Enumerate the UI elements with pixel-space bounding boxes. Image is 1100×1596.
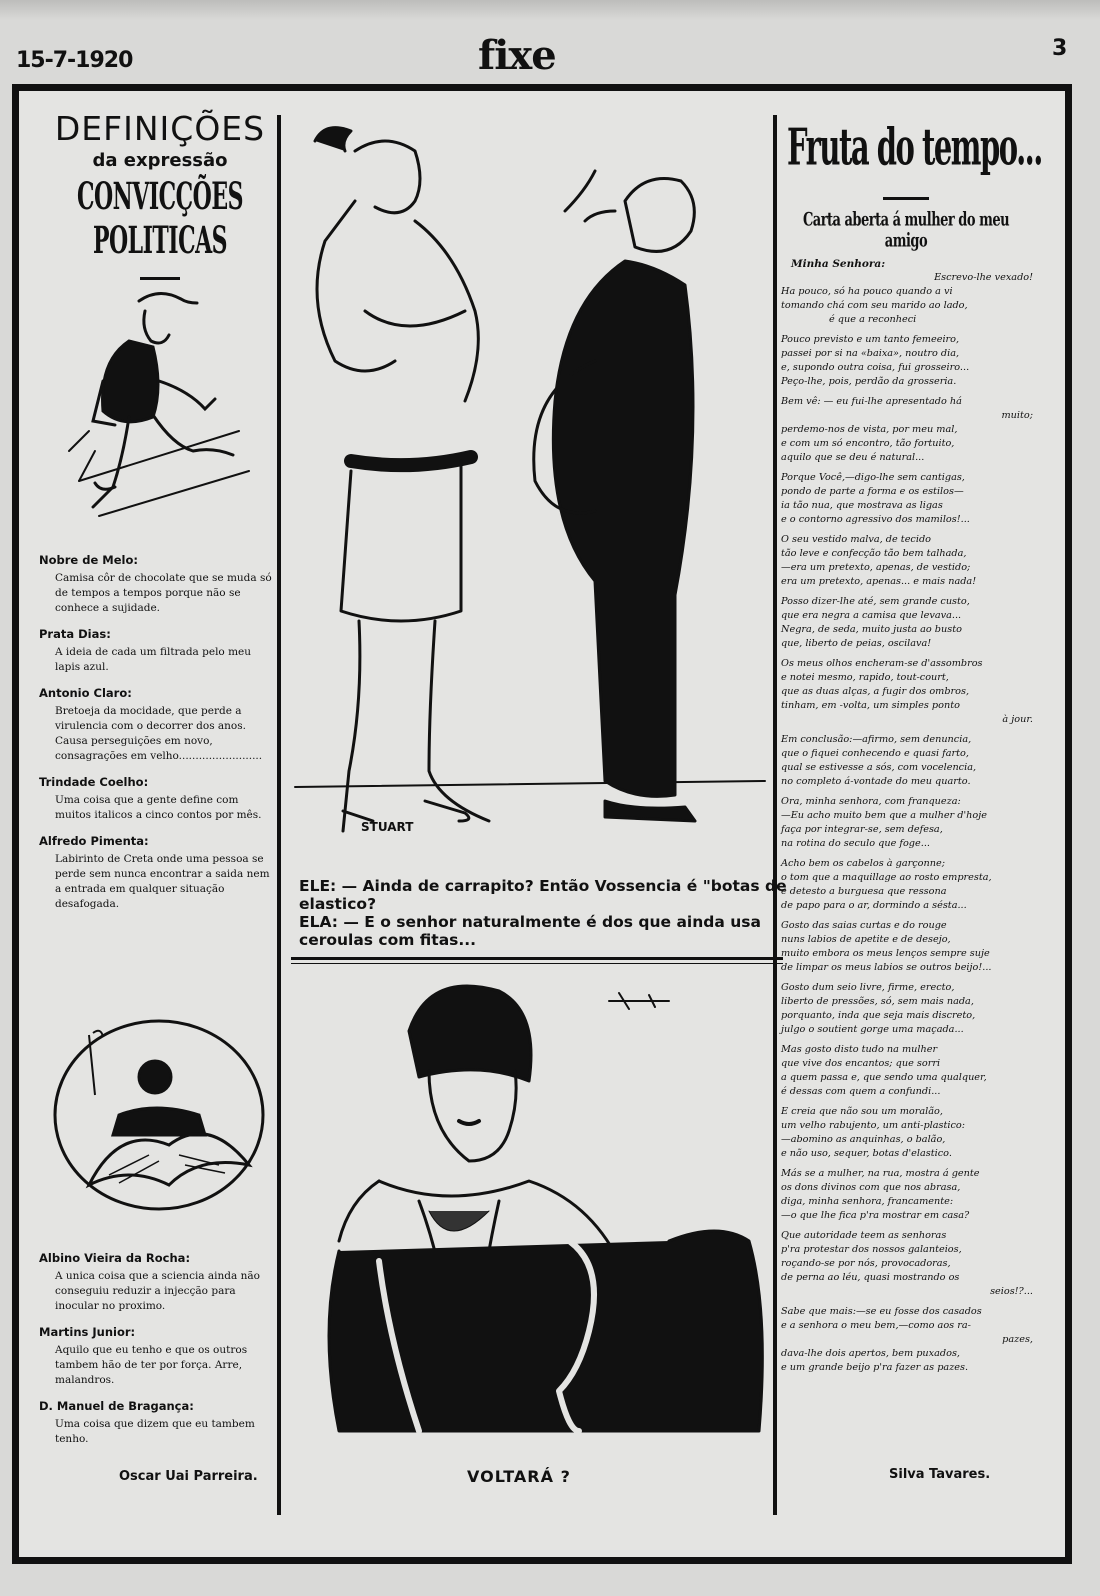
poem-line: de papo para o ar, dormindo a sésta... <box>781 900 967 911</box>
poem-line: que o fiquei conhecendo e quasi farto, <box>781 748 969 759</box>
voltara-caption: VOLTARÁ ? <box>467 1467 571 1486</box>
poem-line: liberto de pressões, só, sem mais nada, <box>781 996 974 1007</box>
definition-item <box>39 834 277 912</box>
poem-line: pazes, <box>1002 1334 1033 1345</box>
poem-line: diga, minha senhora, francamente: <box>781 1196 954 1207</box>
poem-line: e notei mesmo, rapido, tout-court, <box>781 672 949 683</box>
poem-line: seios!?... <box>990 1286 1033 1297</box>
poem-stanza <box>781 1105 1033 1161</box>
section-divider-thin <box>291 963 783 964</box>
poem-line: —abomino as anquinhas, o balão, <box>781 1134 946 1145</box>
poem-line: Más se a mulher, na rua, mostra á gente <box>781 1168 980 1179</box>
poem-line: Peço-lhe, pois, perdão da grosseria. <box>781 376 957 387</box>
poem-line: é dessas com quem a confundi... <box>781 1086 941 1097</box>
definition-text: Uma coisa que dizem que eu tambem tenho. <box>55 1418 255 1445</box>
reading-woman-vignette <box>49 1015 269 1215</box>
poem-line: qual se estivesse a sós, com vocelencia, <box>781 762 977 773</box>
poem-line: na rotina do seculo que foge... <box>781 838 930 849</box>
poem-stanza <box>781 1043 1033 1099</box>
poem-line: tão leve e confecção tão bem talhada, <box>781 548 967 559</box>
poem-line: Ha pouco, só ha pouco quando a vi <box>781 286 953 297</box>
definition-item <box>39 553 277 616</box>
definition-text: Bretoeja da mocidade, que perde a virulencia com o decorrer dos anos. Causa perseguições em novo, consagrações em velho......................... <box>55 705 263 762</box>
poem-line: Escrevo-lhe vexado! <box>934 272 1033 283</box>
definition-item <box>39 1399 277 1447</box>
poem-line: à jour. <box>1002 714 1033 725</box>
definition-text: Aquilo que eu tenho e que os outros tambem hão de ter por força. Arre, malandros. <box>55 1344 248 1386</box>
poem-line: Bem vê: — eu fui-lhe apresentado há <box>781 396 962 407</box>
poem-line: que, liberto de peias, oscilava! <box>781 638 932 649</box>
poem-stanza <box>781 919 1033 975</box>
definition-name: Albino Vieira da Rocha: <box>39 1251 191 1265</box>
poem-stanza <box>781 271 1033 327</box>
poem-line: —era um pretexto, apenas, de vestido; <box>781 562 971 573</box>
poem-stanza <box>781 471 1033 527</box>
poem-line: Acho bem os cabelos à garçonne; <box>781 858 945 869</box>
poem-line: nuns labios de apetite e de desejo, <box>781 934 951 945</box>
page-frame <box>12 84 1072 1564</box>
poem-stanza <box>781 657 1033 727</box>
poem-line: Pouco previsto e um tanto femeeiro, <box>781 334 960 345</box>
artist-signature: STUART <box>361 820 414 834</box>
poem-stanza <box>781 333 1033 389</box>
issue-date: 15-7-1920 <box>16 48 133 73</box>
poem-line: E creia que não sou um moralão, <box>781 1106 943 1117</box>
poem-line: e com um só encontro, tão fortuito, <box>781 438 955 449</box>
poem-body <box>781 271 1033 1381</box>
poem-stanza <box>781 533 1033 589</box>
page-header <box>0 28 1100 80</box>
poem-line: e detesto a burguesa que ressona <box>781 886 947 897</box>
poem-line: a quem passa e, que sendo uma qualquer, <box>781 1072 987 1083</box>
fruta-salutation: Minha Senhora: <box>791 258 886 270</box>
poem-line: p'ra protestar dos nossos galanteios, <box>781 1244 962 1255</box>
poem-line: e não uso, sequer, botas d'elastico. <box>781 1148 952 1159</box>
definition-item <box>39 775 277 823</box>
definition-text: A unica coisa que a sciencia ainda não conseguiu reduzir a injecção para inocular no proximo. <box>55 1270 260 1312</box>
definition-name: Trindade Coelho: <box>39 775 149 789</box>
definicoes-list-continued <box>39 1251 277 1458</box>
poem-stanza <box>781 1229 1033 1299</box>
poem-line: julgo o soutient gorge uma maçada... <box>781 1024 964 1035</box>
poem-line: Negra, de seda, muito justa ao busto <box>781 624 962 635</box>
poem-line: e, supondo outra coisa, fui grosseiro... <box>781 362 970 373</box>
poem-line: tinham, em -volta, um simples ponto <box>781 700 960 711</box>
poem-line: no completo á-vontade do meu quarto. <box>781 776 971 787</box>
poem-line: Sabe que mais:—se eu fosse dos casados <box>781 1306 982 1317</box>
definition-item <box>39 1325 277 1388</box>
definition-item <box>39 627 277 675</box>
poem-stanza <box>781 733 1033 789</box>
definition-name: Nobre de Melo: <box>39 553 138 567</box>
boy-illustration <box>59 281 259 531</box>
definicoes-heading: CONVICÇÕES POLITICAS <box>77 174 243 264</box>
poem-line: é que a reconheci <box>829 314 917 325</box>
poem-line: era um pretexto, apenas... e mais nada! <box>781 576 977 587</box>
definition-item <box>39 686 277 764</box>
poem-stanza <box>781 795 1033 851</box>
column-rule-left <box>277 115 281 1515</box>
poem-line: o tom que a maquillage ao rosto empresta, <box>781 872 992 883</box>
poem-line: Em conclusão:—afirmo, sem denuncia, <box>781 734 972 745</box>
poem-stanza <box>781 1167 1033 1223</box>
masthead-logo: fixe <box>478 32 556 79</box>
poem-line: O seu vestido malva, de tecido <box>781 534 931 545</box>
poem-line: e a senhora o meu bem,—como aos ra- <box>781 1320 971 1331</box>
definicoes-header <box>35 109 285 280</box>
scan-edge <box>0 0 1100 20</box>
poem-line: de limpar os meus labios se outros beijo!... <box>781 962 992 973</box>
poem-line: aquilo que se deu é natural... <box>781 452 925 463</box>
section-divider <box>291 957 783 960</box>
poem-line: um velho rabujento, um anti-plastico: <box>781 1120 966 1131</box>
definition-item <box>39 1251 277 1314</box>
divider <box>140 277 180 280</box>
fruta-header <box>781 117 1042 270</box>
poem-stanza <box>781 395 1033 465</box>
poem-line: Mas gosto disto tudo na mulher <box>781 1044 938 1055</box>
poem-line: e o contorno agressivo dos mamilos!... <box>781 514 970 525</box>
poem-line: ia tão nua, que mostrava as ligas <box>781 500 943 511</box>
poem-line: roçando-se por nós, provocadoras, <box>781 1258 951 1269</box>
poem-line: Posso dizer-lhe até, sem grande custo, <box>781 596 970 607</box>
poem-line: e um grande beijo p'ra fazer as pazes. <box>781 1362 969 1373</box>
definition-text: A ideia de cada um filtrada pelo meu lapis azul. <box>55 646 252 673</box>
poem-line: Que autoridade teem as senhoras <box>781 1230 947 1241</box>
definition-name: Prata Dias: <box>39 627 111 641</box>
definition-text: Camisa côr de chocolate que se muda só de tempos a tempos porque não se conhece a sujidade. <box>55 572 272 614</box>
poem-stanza <box>781 981 1033 1037</box>
poem-line: os dons divinos com que nos abrasa, <box>781 1182 961 1193</box>
poem-line: —o que lhe fica p'ra mostrar em casa? <box>781 1210 970 1221</box>
poem-line: Os meus olhos encheram-se d'assombros <box>781 658 983 669</box>
caption-line-ele: ELE: — Ainda de carrapito? Então Vossencia é "botas de elastico? <box>299 877 787 913</box>
poem-stanza <box>781 595 1033 651</box>
divider <box>883 197 929 200</box>
cloche-woman-illustration <box>319 971 769 1451</box>
definicoes-title: DEFINIÇÕES <box>54 109 266 148</box>
fruta-author: Silva Tavares. <box>889 1467 991 1482</box>
poem-line: que era negra a camisa que levava... <box>781 610 962 621</box>
poem-stanza <box>781 857 1033 913</box>
definition-name: Alfredo Pimenta: <box>39 834 149 848</box>
poem-line: Gosto das saias curtas e do rouge <box>781 920 947 931</box>
poem-line: dava-lhe dois apertos, bem puxados, <box>781 1348 960 1359</box>
definicoes-author: Oscar Uai Parreira. <box>119 1469 258 1484</box>
definicoes-list <box>39 553 277 923</box>
poem-line: Gosto dum seio livre, firme, erecto, <box>781 982 955 993</box>
poem-line: —Eu acho muito bem que a mulher d'hoje <box>781 810 987 821</box>
definition-text: Uma coisa que a gente define com muitos italicos a cinco contos por mês. <box>55 794 262 821</box>
fruta-title: Fruta do tempo... <box>787 117 1042 177</box>
poem-line: perdemo-nos de vista, por meu mal, <box>781 424 958 435</box>
poem-line: passei por si na «baixa», noutro dia, <box>781 348 960 359</box>
poem-line: que as duas alças, a fugir dos ombros, <box>781 686 970 697</box>
definition-name: D. Manuel de Bragança: <box>39 1399 194 1413</box>
poem-line: faça por integrar-se, sem defesa, <box>781 824 943 835</box>
page-number: 3 <box>1052 36 1068 61</box>
poem-line: Ora, minha senhora, com franqueza: <box>781 796 961 807</box>
poem-stanza <box>781 1305 1033 1375</box>
poem-line: porquanto, inda que seja mais discreto, <box>781 1010 976 1021</box>
fruta-subtitle: Carta aberta á mulher do meu amigo <box>802 210 1010 252</box>
poem-line: muito; <box>1001 410 1033 421</box>
poem-line: que vive dos encantos; que sorri <box>781 1058 941 1069</box>
poem-line: pondo de parte a forma e os estilos— <box>781 486 964 497</box>
definition-name: Martins Junior: <box>39 1325 136 1339</box>
cartoon-illustration <box>295 111 775 871</box>
definition-text: Labirinto de Creta onde uma pessoa se perde sem nunca encontrar a saida nem a entrada em qualquer situação desafogada. <box>55 853 270 910</box>
definicoes-subtitle: da expressão <box>92 150 228 171</box>
poem-line: tomando chá com seu marido ao lado, <box>781 300 968 311</box>
caption-line-ela: ELA: — E o senhor naturalmente é dos que ainda usa ceroulas com fitas... <box>299 913 761 949</box>
poem-line: Porque Você,—digo-lhe sem cantigas, <box>781 472 965 483</box>
poem-line: de perna ao léu, quasi mostrando os <box>781 1272 960 1283</box>
definition-name: Antonio Claro: <box>39 686 132 700</box>
poem-line: muito embora os meus lenços sempre suje <box>781 948 990 959</box>
cartoon-caption <box>299 877 787 949</box>
